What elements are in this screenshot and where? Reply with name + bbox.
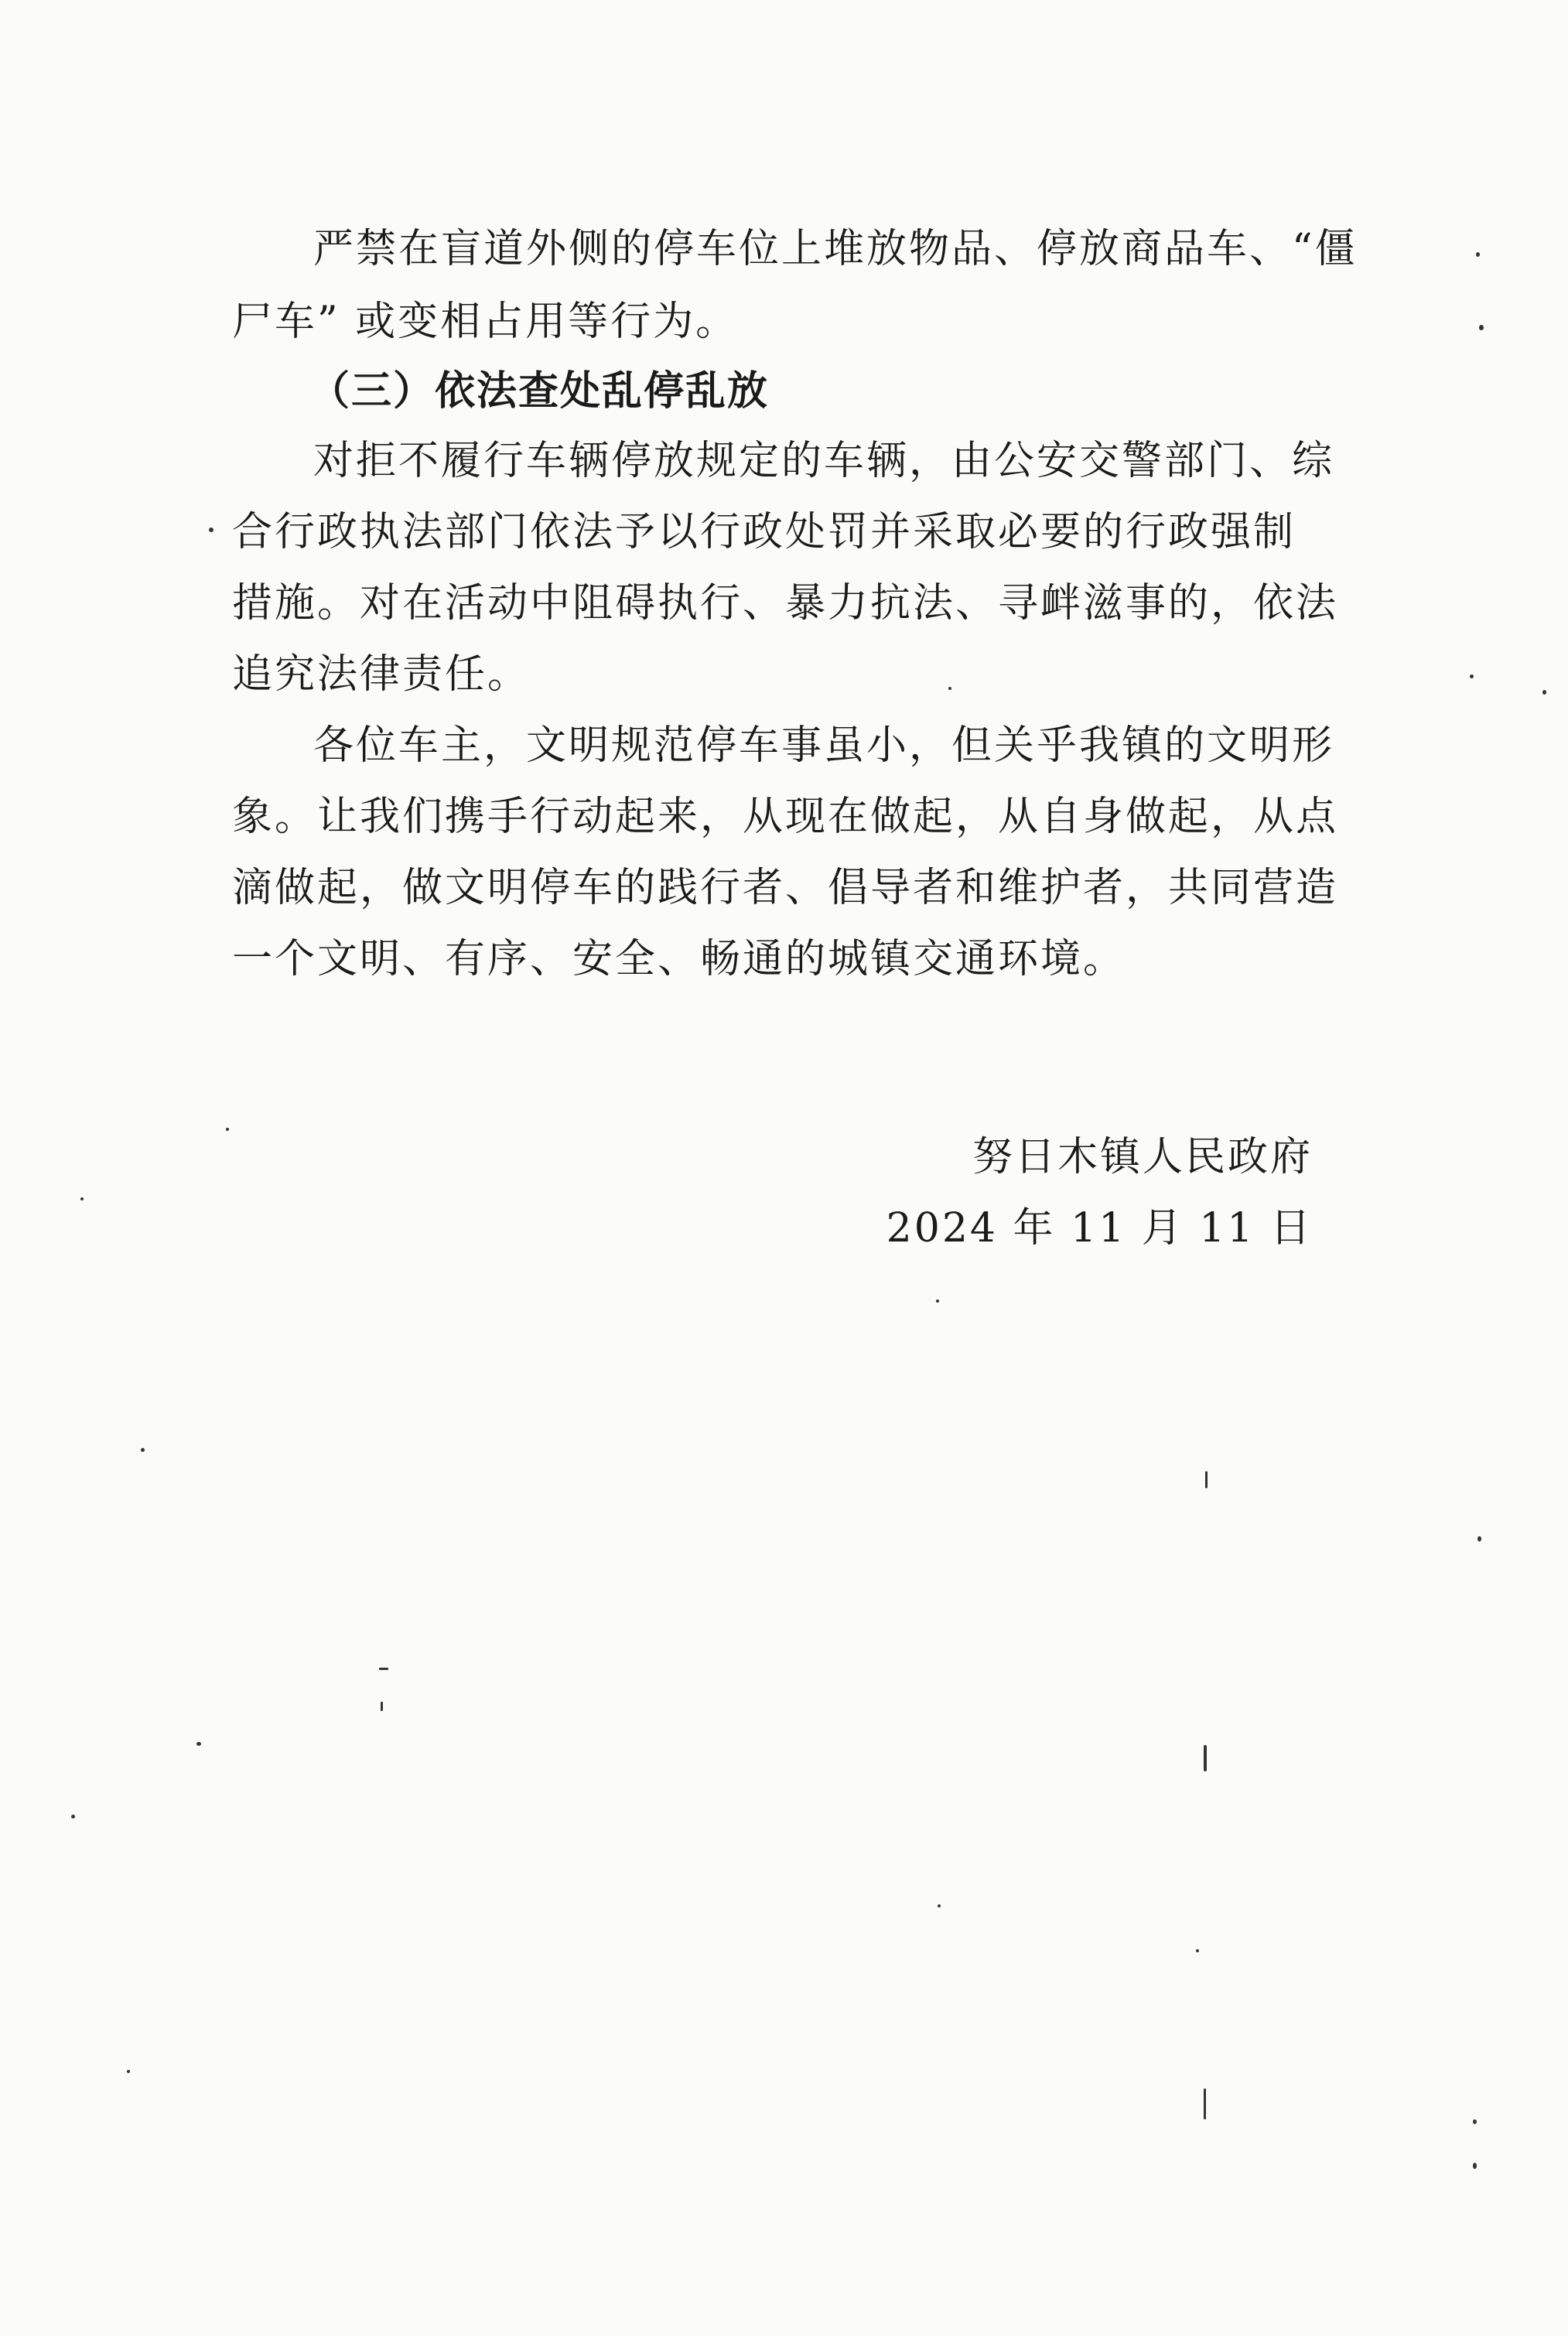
paragraph-2-line-2: 合行政执法部门依法予以行政处罚并采取必要的行政强制 <box>232 509 1296 555</box>
paragraph-3-line-4: 一个文明、有序、安全、畅通的城镇交通环境。 <box>232 936 1126 982</box>
paragraph-2-line-4: 追究法律责任。 <box>232 651 531 698</box>
scan-speck <box>1477 1536 1481 1542</box>
scan-speck <box>1205 1471 1208 1488</box>
scan-speck <box>1204 2088 1206 2119</box>
issue-date: 2024 年 11 月 11 日 <box>886 1205 1313 1252</box>
scan-speck <box>938 1904 941 1907</box>
paragraph-3-line-3: 滴做起，做文明停车的践行者、倡导者和维护者，共同营造 <box>232 865 1339 911</box>
scan-speck <box>1473 2119 1477 2124</box>
scan-speck <box>80 1197 84 1200</box>
scan-speck <box>1542 690 1546 695</box>
paragraph-1-line-2: 尸车” 或变相占用等行为。 <box>232 299 739 345</box>
paragraph-1-line-1: 严禁在盲道外侧的停车位上堆放物品、停放商品车、“僵 <box>313 226 1358 272</box>
scan-speck <box>1470 675 1474 678</box>
issuer-name: 努日木镇人民政府 <box>972 1134 1313 1180</box>
scan-speck <box>226 1128 229 1131</box>
scan-speck <box>196 1742 201 1746</box>
scan-speck <box>1479 325 1484 330</box>
paragraph-3-line-1: 各位车主，文明规范停车事虽小，但关乎我镇的文明形 <box>313 722 1335 769</box>
scan-speck <box>1473 2163 1477 2169</box>
paragraph-2-line-1: 对拒不履行车辆停放规定的车辆，由公安交警部门、综 <box>313 438 1335 484</box>
section-heading: （三）依法查处乱停乱放 <box>309 368 770 415</box>
scan-speck <box>209 528 214 532</box>
scan-speck <box>381 1702 383 1711</box>
scan-speck <box>1476 252 1480 257</box>
scan-speck <box>379 1668 388 1670</box>
scan-speck <box>71 1815 75 1819</box>
scan-speck <box>141 1448 145 1452</box>
scan-speck <box>127 2070 130 2073</box>
paragraph-3-line-2: 象。让我们携手行动起来，从现在做起，从自身做起，从点 <box>232 794 1339 840</box>
scan-speck <box>1204 1745 1207 1771</box>
scan-speck <box>948 687 951 690</box>
scan-speck <box>1196 1949 1199 1952</box>
scan-speck <box>936 1299 939 1303</box>
paragraph-2-line-3: 措施。对在活动中阻碍执行、暴力抗法、寻衅滋事的，依法 <box>232 580 1339 627</box>
